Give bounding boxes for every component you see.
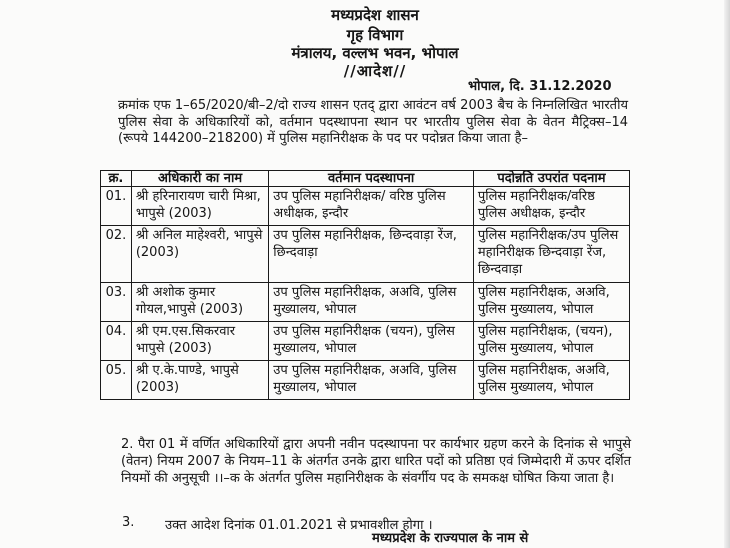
row-promoted-post: पुलिस महानिरीक्षक/उप पुलिस महानिरीक्षक छिन्दवाड़ा रेंज, छिन्दवाड़ा xyxy=(473,226,629,283)
row-promoted-post: पुलिस महानिरीक्षक, (चयन), पुलिस मुख्यालय, भोपाल xyxy=(473,322,629,361)
row-sno: 02. xyxy=(101,226,132,283)
order-intro-paragraph: क्रमांक एफ 1–65/2020/बी–2/दो राज्य शासन एतद् द्वारा आवंटन वर्ष 2003 बैच के निम्नलिखित भारतीय पुलिस सेवा के अधिकारियों को, वर्तमान पदस्थापना स्थान पर भारतीय पुलिस सेवा के वेतन मैट्रिक्स–14 (रूपये 144200–218200) में पुलिस महानिरीक्षक के पद पर पदोन्नत किया जाता है– xyxy=(118,98,628,146)
header-sno: क्र. xyxy=(101,171,132,187)
para3-number: 3. xyxy=(122,515,135,530)
table-header-row xyxy=(101,171,630,187)
order-heading: //आदेश// xyxy=(343,62,407,80)
row-promoted-post: पुलिस महानिरीक्षक, अअवि, पुलिस मुख्यालय, भोपाल xyxy=(473,361,629,400)
row-officer-name: श्री एम.एस.सिकरवार भापुसे (2003) xyxy=(131,322,268,361)
row-officer-name: श्री अनिल माहेश्वरी, भापुसे (2003) xyxy=(131,226,268,283)
effect-paragraph: 2. पैरा 01 में वर्णित अधिकारियों द्वारा अपनी नवीन पदस्थापना पर कार्यभार ग्रहण करने के दिनांक से भापुसे (वेतन) नियम 2007 के नियम–11 के अंतर्गत उनके द्वारा धारित पदों को प्रतिष्ठा एवं जिम्मेदारी में ऊपर दर्शित नियमों की अनुसूची ।।–क के अंतर्गत पुलिस महानिरीक्षक के संवर्गीय पद के समकक्ष घोषित किया जाता है। xyxy=(121,437,631,486)
row-officer-name: श्री हरिनारायण चारी मिश्रा, भापुसे (2003) xyxy=(131,187,268,226)
header-officer-name: अधिकारी का नाम xyxy=(131,171,268,187)
row-current-posting: उप पुलिस महानिरीक्षक, छिन्दवाड़ा रेंज, छिन्दवाड़ा xyxy=(269,226,474,283)
row-officer-name: श्री ए.के.पाण्डे, भापुसे (2003) xyxy=(131,361,268,400)
table-row xyxy=(101,187,630,226)
govt-title: मध्यप्रदेश शासन xyxy=(331,6,419,24)
signature-line: मध्यप्रदेश के राज्यपाल के नाम से xyxy=(372,531,529,546)
row-promoted-post: पुलिस महानिरीक्षक/वरिष्ठ पुलिस अधीक्षक, इन्दौर xyxy=(473,187,629,226)
office-address: मंत्रालय, वल्लभ भवन, भोपाल xyxy=(291,44,459,62)
row-officer-name: श्री अशोक कुमार गोयल,भापुसे (2003) xyxy=(131,283,268,322)
row-current-posting: उप पुलिस महानिरीक्षक/ वरिष्ठ पुलिस अधीक्षक, इन्दौर xyxy=(269,187,474,226)
header-current-posting: वर्तमान पदस्थापना xyxy=(269,171,474,187)
table-row xyxy=(101,283,630,322)
header-post-after-promotion: पदोन्नति उपरांत पदनाम xyxy=(473,171,629,187)
row-sno: 05. xyxy=(101,361,132,400)
order-date: भोपाल, दि. 31.12.2020 xyxy=(468,79,612,94)
table-row xyxy=(101,226,630,283)
table-row xyxy=(101,361,630,400)
table-row xyxy=(101,322,630,361)
row-current-posting: उप पुलिस महानिरीक्षक (चयन), पुलिस मुख्यालय, भोपाल xyxy=(269,322,474,361)
row-sno: 01. xyxy=(101,187,132,226)
promotion-table xyxy=(100,170,630,400)
row-current-posting: उप पुलिस महानिरीक्षक, अअवि, पुलिस मुख्यालय, भोपाल xyxy=(269,283,474,322)
department-title: गृह विभाग xyxy=(346,26,404,44)
row-sno: 03. xyxy=(101,283,132,322)
row-current-posting: उप पुलिस महानिरीक्षक, अअवि, पुलिस मुख्यालय, भोपाल xyxy=(269,361,474,400)
row-promoted-post: पुलिस महानिरीक्षक, अअवि, पुलिस मुख्यालय, भोपाल xyxy=(473,283,629,322)
row-sno: 04. xyxy=(101,322,132,361)
effective-date-paragraph: उक्त आदेश दिनांक 01.01.2021 से प्रभावशील होगा । xyxy=(165,518,433,533)
page-edge-shadow xyxy=(724,0,730,548)
